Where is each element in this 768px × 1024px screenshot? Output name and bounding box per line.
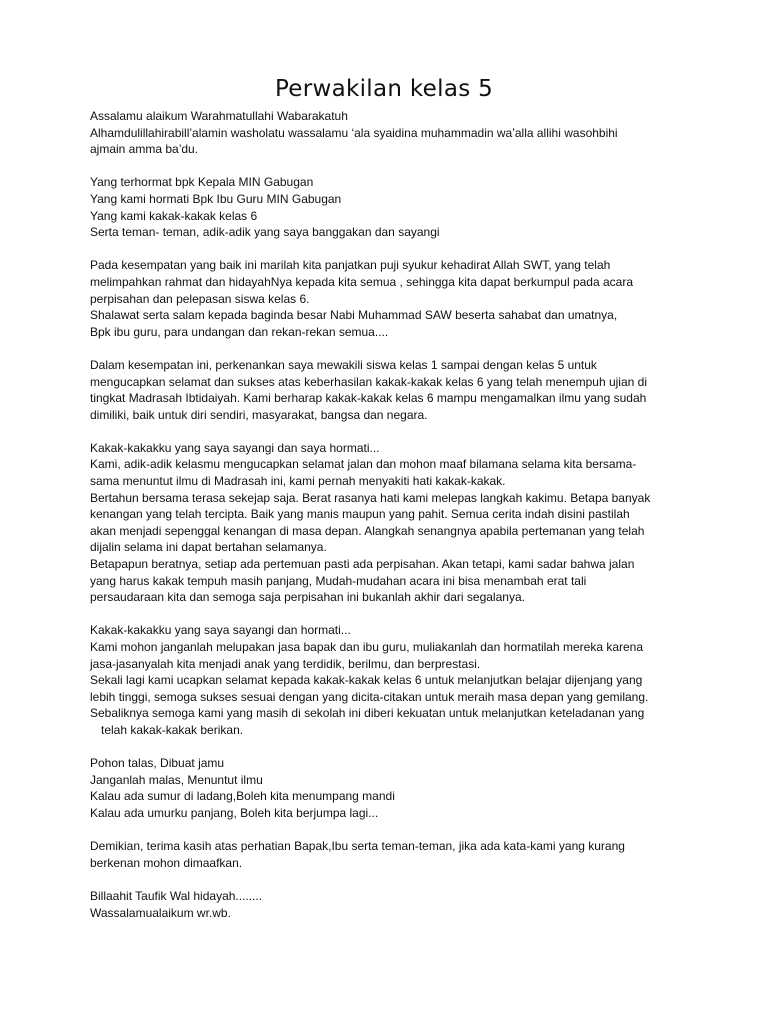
- text-line: Billaahit Taufik Wal hidayah........: [90, 888, 263, 903]
- text-line: Sekali lagi kami ucapkan selamat kepada kakak-kakak kelas 6 untuk melanjutkan belajar dijenjang yang: [90, 673, 643, 688]
- text-line: sama menuntut ilmu di Madrasah ini, kami pernah menyakiti hati kakak-kakak.: [90, 474, 506, 489]
- text-line: Bertahun bersama terasa sekejap saja. Berat rasanya hati kami melepas langkah kakimu. Betapa banyak: [90, 490, 651, 505]
- text-line: kenangan yang telah tercipta. Baik yang manis maupun yang pahit. Semua cerita indah disini pastilah: [90, 507, 630, 522]
- text-line: Demikian, terima kasih atas perhatian Bapak,Ibu serta teman-teman, jika ada kata-kami yang kurang: [90, 839, 625, 854]
- text-line: tingkat Madrasah Ibtidaiyah. Kami berharap kakak-kakak kelas 6 mampu mengamalkan ilmu yang sudah: [90, 391, 647, 406]
- text-line: Assalamu alaikum Warahmatullahi Wabarakatuh: [90, 109, 348, 123]
- text-line: Yang kami hormati Bpk Ibu Guru MIN Gabugan: [90, 191, 342, 206]
- text-line: Shalawat serta salam kepada baginda besar Nabi Muhammad SAW beserta sahabat dan umatnya,: [90, 308, 618, 323]
- text-line: Yang kami kakak-kakak kelas 6: [90, 208, 258, 223]
- text-line: persaudaraan kita dan semoga saja perpisahan ini bukanlah akhir dari segalanya.: [90, 590, 525, 605]
- text-line: Pada kesempatan yang baik ini marilah kita panjatkan puji syukur kehadirat Allah SWT, yang telah: [90, 258, 611, 273]
- text-line: dimiliki, baik untuk diri sendiri, masyarakat, bangsa dan negara.: [90, 407, 428, 422]
- text-line: Serta teman- teman, adik-adik yang saya banggakan dan sayangi: [90, 225, 440, 240]
- text-line: lebih tinggi, semoga sukses sesuai dengan yang dicita-citakan untuk meraih masa depan yang gemilang.: [90, 689, 649, 704]
- text-line: Kakak-kakakku yang saya sayangi dan saya hormati...: [90, 440, 380, 455]
- document-body: [90, 108, 690, 938]
- text-line: Wassalamualaikum wr.wb.: [90, 905, 231, 920]
- text-line: telah kakak-kakak berikan.: [101, 722, 244, 737]
- text-line: mengucapkan selamat dan sukses atas keberhasilan kakak-kakak kelas 6 yang telah menempuh ujian di: [90, 374, 647, 389]
- text-line: yang harus kakak tempuh masih panjang, Mudah-mudahan acara ini bisa menambah erat tali: [90, 573, 587, 588]
- text-line: Kalau ada umurku panjang, Boleh kita berjumpa lagi...: [90, 805, 379, 820]
- text-line: Bpk ibu guru, para undangan dan rekan-rekan semua....: [90, 324, 389, 339]
- text-line: Pohon talas, Dibuat jamu: [90, 756, 225, 771]
- paragraph: [90, 622, 690, 738]
- document-title: Perwakilan kelas 5: [274, 76, 494, 102]
- text-line: Alhamdulillahirabill’alamin washolatu wassalamu ‘ala syaidina muhammadin wa’alla allihi wasohbihi: [90, 125, 618, 140]
- paragraph: [90, 357, 690, 423]
- text-line: Kami mohon janganlah melupakan jasa bapak dan ibu guru, muliakanlah dan hormatilah mereka karena: [90, 640, 644, 654]
- text-line: Betapapun beratnya, setiap ada pertemuan pasti ada perpisahan. Akan tetapi, kami sadar bahwa jalan: [90, 557, 635, 572]
- text-line: berkenan mohon dimaafkan.: [90, 855, 243, 870]
- paragraph: [90, 755, 690, 821]
- paragraph: [90, 888, 690, 921]
- text-line: Kalau ada sumur di ladang,Boleh kita menumpang mandi: [90, 789, 395, 804]
- text-line: melimpahkan rahmat dan hidayahNya kepada kita semua , sehingga kita dapat berkumpul pada acara: [90, 274, 633, 289]
- text-line: akan menjadi sepenggal kenangan di masa depan. Alangkah senangnya apabila pertemanan yang telah: [90, 523, 645, 538]
- paragraph: [90, 838, 690, 871]
- paragraph: [90, 108, 690, 158]
- text-line: Dalam kesempatan ini, perkenankan saya mewakili siswa kelas 1 sampai dengan kelas 5 untuk: [90, 357, 597, 372]
- text-line: dijalin selama ini dapat bertahan selamanya.: [90, 540, 327, 555]
- text-line: jasa-jasanyalah kita menjadi anak yang terdidik, berilmu, dan berprestasi.: [90, 656, 481, 671]
- paragraph: [90, 257, 690, 340]
- text-line: Sebaliknya semoga kami yang masih di sekolah ini diberi kekuatan untuk melanjutkan keteladanan yang: [90, 706, 645, 721]
- paragraph: [90, 174, 690, 240]
- text-line: ajmain amma ba’du.: [90, 142, 199, 157]
- text-line: Janganlah malas, Menuntut ilmu: [90, 772, 263, 787]
- text-line: Yang terhormat bpk Kepala MIN Gabugan: [90, 175, 314, 190]
- text-line: perpisahan dan pelepasan siswa kelas 6.: [90, 291, 310, 306]
- paragraph: [90, 440, 690, 606]
- text-line: Kakak-kakakku yang saya sayangi dan hormati...: [90, 623, 351, 638]
- text-line: Kami, adik-adik kelasmu mengucapkan selamat jalan dan mohon maaf bilamana selama kita bersama-: [90, 457, 637, 472]
